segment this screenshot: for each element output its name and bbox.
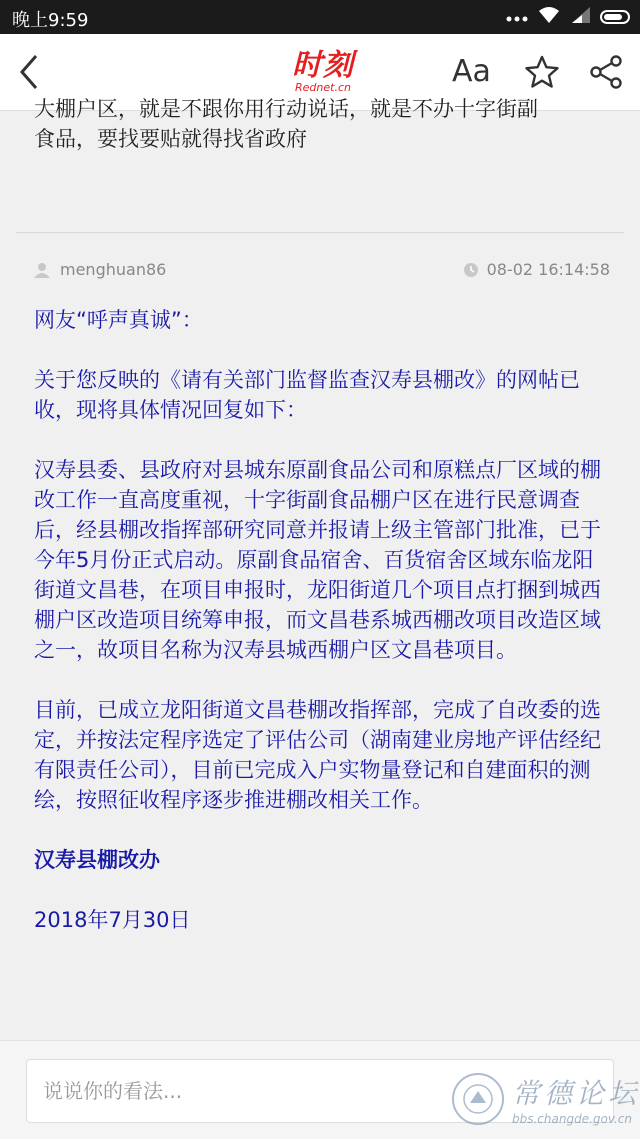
watermark-text [512,1072,640,1126]
status-time: 晚上9:59 [12,10,89,31]
battery-icon [600,10,630,24]
star-icon [524,54,560,90]
previous-post-line: 大棚户区，就是不跟你用行动说话，就是不办十字街副 [34,97,538,121]
wifi-icon [538,6,560,28]
comment-input[interactable]: 说说你的看法... [26,1059,614,1123]
signal-icon [570,7,590,27]
post-author[interactable] [34,260,166,279]
post-datetime: 08-02 16:14:58 [486,260,610,279]
previous-post-line: 食品，要找要贴就得找省政府 [34,127,307,151]
post-paragraph: 关于您反映的《请有关部门监督监查汉寿县棚改》的网帖已收，现将具体情况回复如下： [34,368,580,422]
site-logo [278,50,368,96]
user-icon [34,262,50,278]
font-size-button[interactable]: Aa [452,54,491,89]
post-body [34,305,614,935]
post-divider [16,232,624,233]
clock-icon [463,262,479,278]
post-meta [34,260,610,284]
status-icons [506,6,630,28]
post-paragraph: 目前，已成立龙阳街道文昌巷棚改指挥部，完成了自改委的选定，并按法定程序选定了评估公司（湖南建业房地产评估经纪有限责任公司），目前已完成入户实物量登记和自建面积的测绘，按照征收程序逐步推进棚改相关工作。 [34,698,601,812]
post-greeting: 网友“呼声真诚”： [34,308,203,332]
status-bar [0,0,640,34]
favorite-button[interactable] [524,54,560,90]
post-date [463,260,610,279]
post-sign-date: 2018年7月30日 [34,908,191,932]
more-dots-icon [506,8,528,27]
share-button[interactable] [588,54,624,90]
forum-watermark [452,1072,640,1126]
back-button[interactable] [14,52,44,92]
thread-content[interactable] [0,97,640,1040]
watermark-title: 常德论坛 [512,1077,640,1110]
previous-post-text [34,94,614,154]
logo-main-text: 时刻 [292,48,354,83]
share-icon [588,54,624,90]
chevron-left-icon [14,52,44,92]
forum-seal-icon [452,1073,504,1125]
post-signature: 汉寿县棚改办 [34,848,160,872]
logo-sub-text: Rednet.cn [295,81,351,94]
post-paragraph: 汉寿县委、县政府对县城东原副食品公司和原糕点厂区域的棚改工作一直高度重视，十字街副食品棚户区在进行民意调查后，经县棚改指挥部研究同意并报请上级主管部门批准，已于今年5月份正式启动。原副食品宿舍、百货宿舍区域东临龙阳街道文昌巷，在项目申报时，龙阳街道几个项目点打捆到城西棚户区改造项目统筹申报，而文昌巷系城西棚改项目改造区域之一，故项目名称为汉寿县城西棚户区文昌巷项目。 [34,458,601,662]
post-username: menghuan86 [60,260,167,279]
watermark-url: bbs.changde.gov.cn [512,1112,632,1126]
